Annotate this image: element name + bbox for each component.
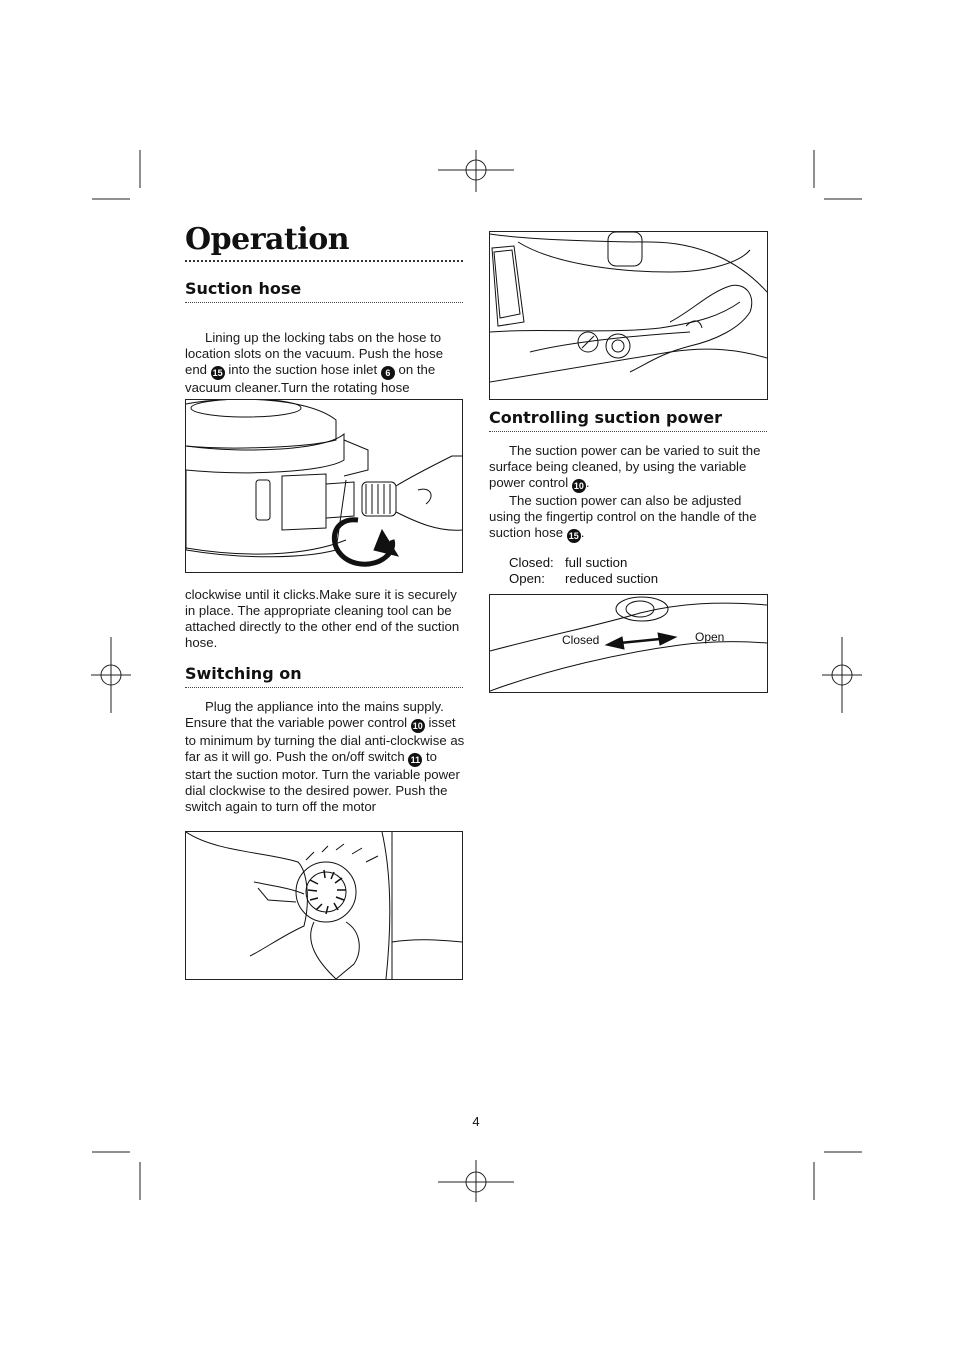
reference-number-10: 10 — [573, 481, 584, 491]
suction-settings-list — [509, 555, 759, 587]
setting-label: Open: — [509, 571, 545, 586]
figure-hose-attachment — [185, 399, 463, 573]
text-run: on the vacuum cleaner.Turn the rotating hose — [185, 362, 436, 395]
switching-on-paragraph — [185, 699, 465, 815]
page-title: Operation — [185, 222, 463, 262]
text-run: to start the suction motor. Turn the variable power dial clockwise to the desired power. Push the switch again to turn off the motor — [185, 749, 460, 814]
reference-number-6: 6 — [381, 366, 395, 380]
figure-power-dial — [185, 831, 463, 980]
controlling-paragraph-1 — [489, 443, 769, 543]
setting-row-open — [509, 571, 759, 587]
text-run: The suction power can also be adjusted using the fingertip control on the handle of the suction hose — [489, 493, 757, 540]
section-heading-switching-on: Switching on — [185, 664, 463, 688]
text-run: . — [585, 475, 590, 490]
text-run: Lining up the locking tabs on the hose to location slots on the vacuum. Push the hose end — [185, 330, 444, 377]
setting-value: reduced suction — [565, 571, 659, 586]
text-run: clockwise until it clicks.Make sure it is securely in place. The appropriate cleaning tool can be attached directly to the other end of the suction hose. — [185, 587, 460, 650]
reference-number-11: 11 — [408, 753, 422, 767]
text-run: . — [580, 525, 585, 540]
text-run: isset to minimum by turning the dial anti-clockwise as far as it will go. Push the on/off switch — [185, 715, 465, 764]
figure-fingertip-control — [489, 594, 768, 693]
reference-number-15: 15 — [212, 368, 223, 378]
setting-label: Closed: — [509, 555, 554, 570]
text-run: Plug the appliance into the mains supply. Ensure that the variable power control — [185, 699, 444, 730]
text-run: The suction power can be varied to suit the surface being cleaned, by using the variable power control — [489, 443, 761, 490]
section-heading-suction-hose: Suction hose — [185, 279, 463, 303]
suction-hose-paragraph-2 — [185, 587, 465, 651]
figure-vacuum-handle — [489, 231, 768, 400]
page-number: 4 — [472, 1114, 480, 1129]
setting-value: full suction — [565, 555, 628, 570]
suction-hose-paragraph-1 — [185, 330, 465, 396]
setting-row-closed — [509, 555, 759, 571]
section-heading-controlling-suction: Controlling suction power — [489, 408, 767, 432]
reference-number-15: 15 — [568, 531, 579, 541]
text-run: into the suction hose inlet — [224, 362, 381, 377]
label-open: Open — [695, 630, 725, 644]
reference-number-10: 10 — [412, 721, 423, 731]
label-closed: Closed — [562, 633, 600, 647]
